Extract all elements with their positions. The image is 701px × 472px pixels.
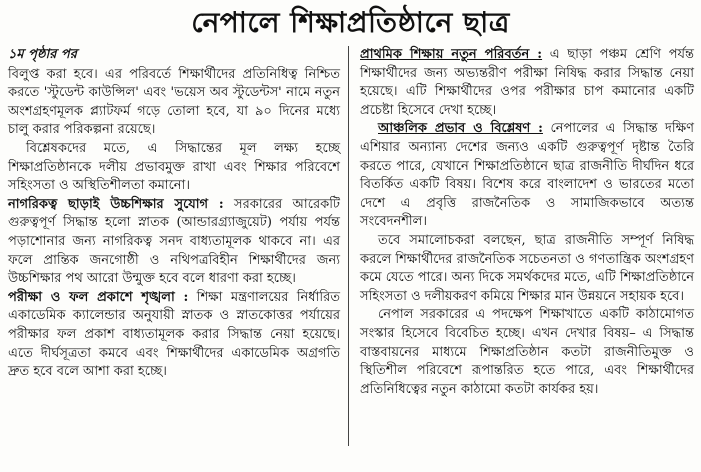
column-divider: [348, 46, 349, 446]
paragraph: বিলুপ্ত করা হবে। এর পরিবর্তে শিক্ষার্থীদের প্রতিনিধিত্ব নিশ্চিত করতে 'স্টুডেন্ট কাউন্সিল' এবং 'ভয়েস অব স্টুডেন্টস' নামে নতুন অংশগ্রহণমূলক প্ল্যাটফর্ম গড়ে তোলা হবে, যা ৯০ দিনের মধ্যে চালু করার পরিকল্পনা রয়েছে।: [8, 66, 340, 138]
section-heading: আঞ্চলিক প্রভাব ও বিশ্লেষণ :: [378, 121, 543, 137]
paragraph-with-heading: [360, 120, 694, 232]
paragraph-text: শিক্ষা মন্ত্রণালয়ের নির্ধারিত একাডেমিক ক্যালেন্ডার অনুযায়ী স্নাতক ও স্নাতকোত্তর পর্যায়ের পরীক্ষার ফল প্রকাশ বাধ্যতামূলক করার সিদ্ধান্ত নেয়া হয়েছে। এতে দীর্ঘসূত্রতা কমবে এবং শিক্ষার্থীদের একাডেমিক অগ্রগতি দ্রুত হবে বলে আশা করা হচ্ছে।: [8, 289, 340, 380]
paragraph: বিশ্লেষকদের মতে, এ সিদ্ধান্তের মূল লক্ষ্য হচ্ছে শিক্ষাপ্রতিষ্ঠানকে দলীয় প্রভাবমুক্ত রাখা এবং শিক্ষার পরিবেশে সহিংসতা ও অস্থিতিশীলতা কমানো।: [8, 140, 340, 194]
paragraph-text: সরকারের আরেকটি গুরুত্বপূর্ণ সিদ্ধান্ত হলো স্নাতক (আন্ডারগ্র্যাজুয়েট) পর্যায় পর্যন্ত পড়াশোনার জন্য নাগরিকত্ব সনদ বাধ্যতামূলক থাকবে না। এর ফলে প্রান্তিক জনগোষ্ঠী ও নথিপত্রবিহীন শিক্ষার্থীদের জন্য উচ্চশিক্ষার পথ আরো উন্মুক্ত হবে বলে ধারণা করা হচ্ছে।: [8, 196, 340, 287]
section-heading: পরীক্ষা ও ফল প্রকাশে শৃঙ্খলা :: [8, 289, 189, 305]
paragraph: নেপাল সরকারের এ পদক্ষেপ শিক্ষাখাতে একটি কাঠামোগত সংস্কার হিসেবে বিবেচিত হচ্ছে। এখন দেখার বিষয়– এ সিদ্ধান্ত বাস্তবায়নের মাধ্যমে শিক্ষাপ্রতিষ্ঠান কতটা রাজনীতিমুক্ত ও স্থিতিশীল পরিবেশে রূপান্তরিত হতে পারে, এবং শিক্ষার্থীদের প্রতিনিধিত্বের নতুন কাঠামো কতটা কার্যকর হয়।: [360, 307, 694, 397]
paragraph: তবে সমালোচকরা বলছেন, ছাত্র রাজনীতি সম্পূর্ণ নিষিদ্ধ করলে শিক্ষার্থীদের রাজনৈতিক সচেতনতা ও গণতান্ত্রিক অংশগ্রহণ কমে যেতে পারে। অন্য দিকে সমর্থকদের মতে, এটি শিক্ষাপ্রতিষ্ঠানে সহিংসতা ও দলীয়করণ কমিয়ে শিক্ষার মান উন্নয়নে সহায়ক হবে।: [360, 232, 694, 304]
section-heading: নাগরিকত্ব ছাড়াই উচ্চশিক্ষার সুযোগ :: [8, 196, 224, 212]
paragraph-text: এ ছাড়া পঞ্চম শ্রেণি পর্যন্ত শিক্ষার্থীদের জন্য অভ্যন্তরীণ পরীক্ষা নিষিদ্ধ করার সিদ্ধান্ত নেয়া হয়েছে। এটি শিক্ষার্থীদের ওপর পরীক্ষার চাপ কমানোর একটি প্রচেষ্টা হিসেবে দেখা হচ্ছে।: [360, 47, 694, 118]
paragraph-with-heading: [8, 196, 340, 289]
section-heading: প্রাথমিক শিক্ষায় নতুন পরিবর্তন :: [360, 47, 543, 62]
paragraph-with-heading: [360, 46, 694, 120]
right-column: [360, 46, 694, 399]
headline: নেপালে শিক্ষাপ্রতিষ্ঠানে ছাত্র: [191, 6, 510, 39]
paragraph-with-heading: [8, 289, 340, 382]
paragraph-text: নেপালের এ সিদ্ধান্ত দক্ষিণ এশিয়ার অন্যান্য দেশের জন্যও একটি গুরুত্বপূর্ণ দৃষ্টান্ত তৈরি করতে পারে, যেখানে শিক্ষাপ্রতিষ্ঠানে ছাত্র রাজনীতি দীর্ঘদিন ধরে বিতর্কিত একটি বিষয়। বিশেষ করে বাংলাদেশ ও ভারতের মতো দেশে এ প্রবৃত্তি রাজনৈতিক ও সামাজিকভাবে অত্যন্ত সংবেদনশীল।: [360, 121, 694, 230]
continued-label: ১ম পৃষ্ঠার পর: [8, 47, 77, 62]
left-column: [8, 46, 340, 382]
